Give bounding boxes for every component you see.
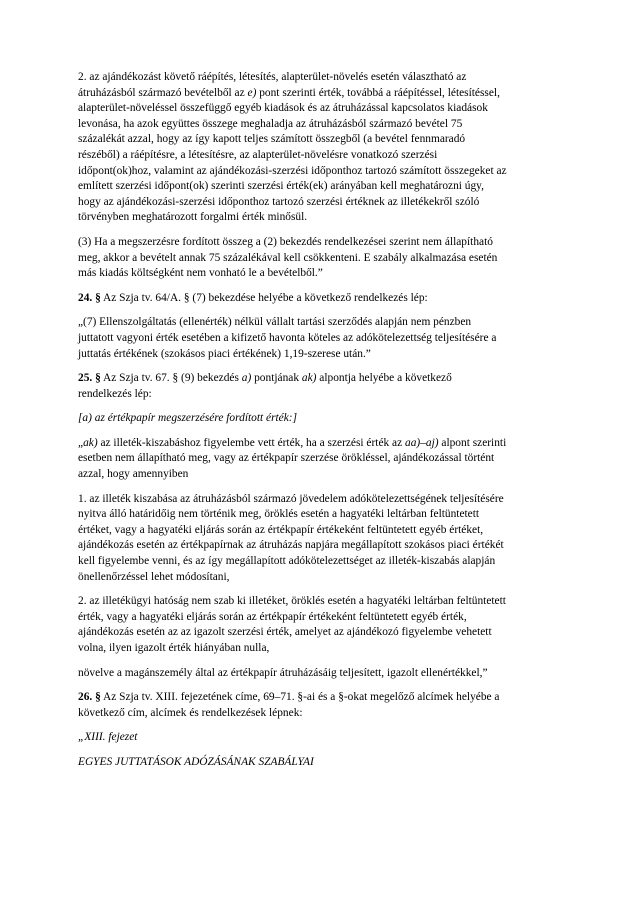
text-line: [a) az értékpapír megszerzésére fordított érték:] [78, 412, 298, 425]
text-line: önellenőrzéssel lehet módosítani, [78, 570, 230, 583]
text-line: 2. az illetékügyi hatóság nem szab ki illetéket, öröklés esetén a hagyatéki leltárban feltüntetett [78, 595, 506, 608]
text-line: átruházásból származó bevételből az e) pont szerinti érték, továbbá a ráépítéssel, létesítéssel, [78, 86, 500, 99]
text-line: alapterület-növeléssel összefüggő egyéb kiadások és az átruházással kapcsolatos kiadások [78, 102, 488, 115]
text-line: említett szerzési időpont(ok) szerinti szerzési érték(ek) arányában kell meghatározni úgy, [78, 180, 484, 193]
document-page [78, 70, 568, 780]
text-line: értéket, vagy a hagyatéki eljárás során az értékpapír értékeként feltüntetett egyéb értéket, [78, 523, 484, 536]
text-line: 1. az illeték kiszabása az átruházásból származó jövedelem adókötelezettségének teljesítésére [78, 492, 504, 505]
paragraph-p3 [78, 291, 568, 307]
text-line: időpont(ok)hoz, valamint az ajándékozási-szerzési időponthoz tartozó számított összegeket az [78, 164, 507, 177]
text-line: meg, akkor a bevételt annak 75 százalékával kell csökkenteni. E szabály alkalmazása esetén [78, 251, 498, 264]
paragraph-p6 [78, 411, 568, 427]
text-line: levonása, ha azok együttes összege meghaladja az átruházásból származó bevétel 75 [78, 117, 463, 130]
paragraph-p2 [78, 235, 568, 282]
text-line: rendelkezés lép: [78, 387, 152, 400]
text-line: EGYES JUTTATÁSOK ADÓZÁSÁNAK SZABÁLYAI [78, 755, 314, 768]
text-line: részéből) a ráépítésre, a létesítésre, az alapterület-növelésre vonatkozó szerzési [78, 148, 438, 161]
paragraph-p9 [78, 594, 568, 656]
text-line: növelve a magánszemély által az értékpapír átruházásáig teljesített, igazolt ellenértékkel,” [78, 666, 488, 679]
text-line: volna, ilyen igazolt érték hiányában nulla, [78, 642, 270, 654]
text-line: azzal, hogy amennyiben [78, 468, 189, 481]
text-line: kell figyelembe venni, és az így megállapított adókötelezettséget az illeték-kiszabás alapján [78, 555, 496, 568]
text-line: „ak) az illeték-kiszabáshoz figyelembe vett érték, ha a szerzési érték az aa)–aj) alpont szerinti [78, 436, 507, 449]
paragraph-p5 [78, 371, 568, 402]
paragraph-p7 [78, 436, 568, 483]
text-line: juttatott vagyoni érték esetében a kifizető havonta köteles az adókötelezettség teljesítésére a [78, 331, 497, 344]
text-line: juttatás értékének (szokásos piaci értékének) 1,19-szerese után.” [78, 347, 371, 360]
text-line: ajándékozás esetén az az igazolt szerzési érték, amelyet az ajándékozó figyelembe vehetett [78, 626, 492, 639]
text-line: „XIII. fejezet [78, 731, 138, 744]
text-line: 24. § Az Szja tv. 64/A. § (7) bekezdése helyébe a következő rendelkezés lép: [78, 291, 428, 304]
paragraph-p8 [78, 492, 568, 586]
text-line: 26. § Az Szja tv. XIII. fejezetének címe, 69–71. §-ai és a §-okat megelőző alcímek helyébe a [78, 691, 500, 704]
text-line: százalékát azzal, hogy az így kapott teljes számított összegből (a bevétel fennmaradó [78, 133, 466, 146]
text-line: ajándékozás esetén az értékpapírnak az átruházás napjára megállapított szokásos piaci értékét [78, 539, 504, 552]
text-line: hogy az ajándékozási-szerzési időponthoz tartozó szerzési értéknek az illetékekről szóló [78, 195, 480, 208]
paragraph-p1 [78, 70, 568, 226]
text-line: következő cím, alcímek és rendelkezések lépnek: [78, 706, 303, 719]
text-line: nyitva álló határidőig nem történik meg, öröklés esetén a hagyatéki leltárban feltüntetett [78, 508, 480, 521]
text-line: „(7) Ellenszolgáltatás (ellenérték) nélkül vállalt tartási szerződés alapján nem pénzben [78, 316, 472, 329]
text-line: törvényben meghatározott forgalmi érték minősül. [78, 211, 308, 224]
text-line: (3) Ha a megszerzésre fordított összeg a (2) bekezdés rendelkezései szerint nem állapítható [78, 235, 493, 248]
text-line: más kiadás költségként nem vonható le a bevételből.” [78, 267, 323, 280]
text-line: érték, vagy a hagyatéki eljárás során az értékpapír értékeként feltüntetett egyéb érték, [78, 610, 467, 623]
text-line: 2. az ajándékozást követő ráépítés, létesítés, alapterület-növelés esetén választható az [78, 71, 467, 83]
text-line: esetben nem állapítható meg, vagy az értékpapír szerzése örökléssel, ajándékozással történt [78, 452, 495, 465]
paragraph-p4 [78, 315, 568, 362]
paragraph-p12 [78, 730, 568, 746]
paragraph-p11 [78, 690, 568, 721]
paragraph-p10 [78, 666, 568, 682]
paragraph-p13 [78, 755, 568, 771]
text-line: 25. § Az Szja tv. 67. § (9) bekezdés a) pontjának ak) alpontja helyébe a következő [78, 372, 452, 385]
